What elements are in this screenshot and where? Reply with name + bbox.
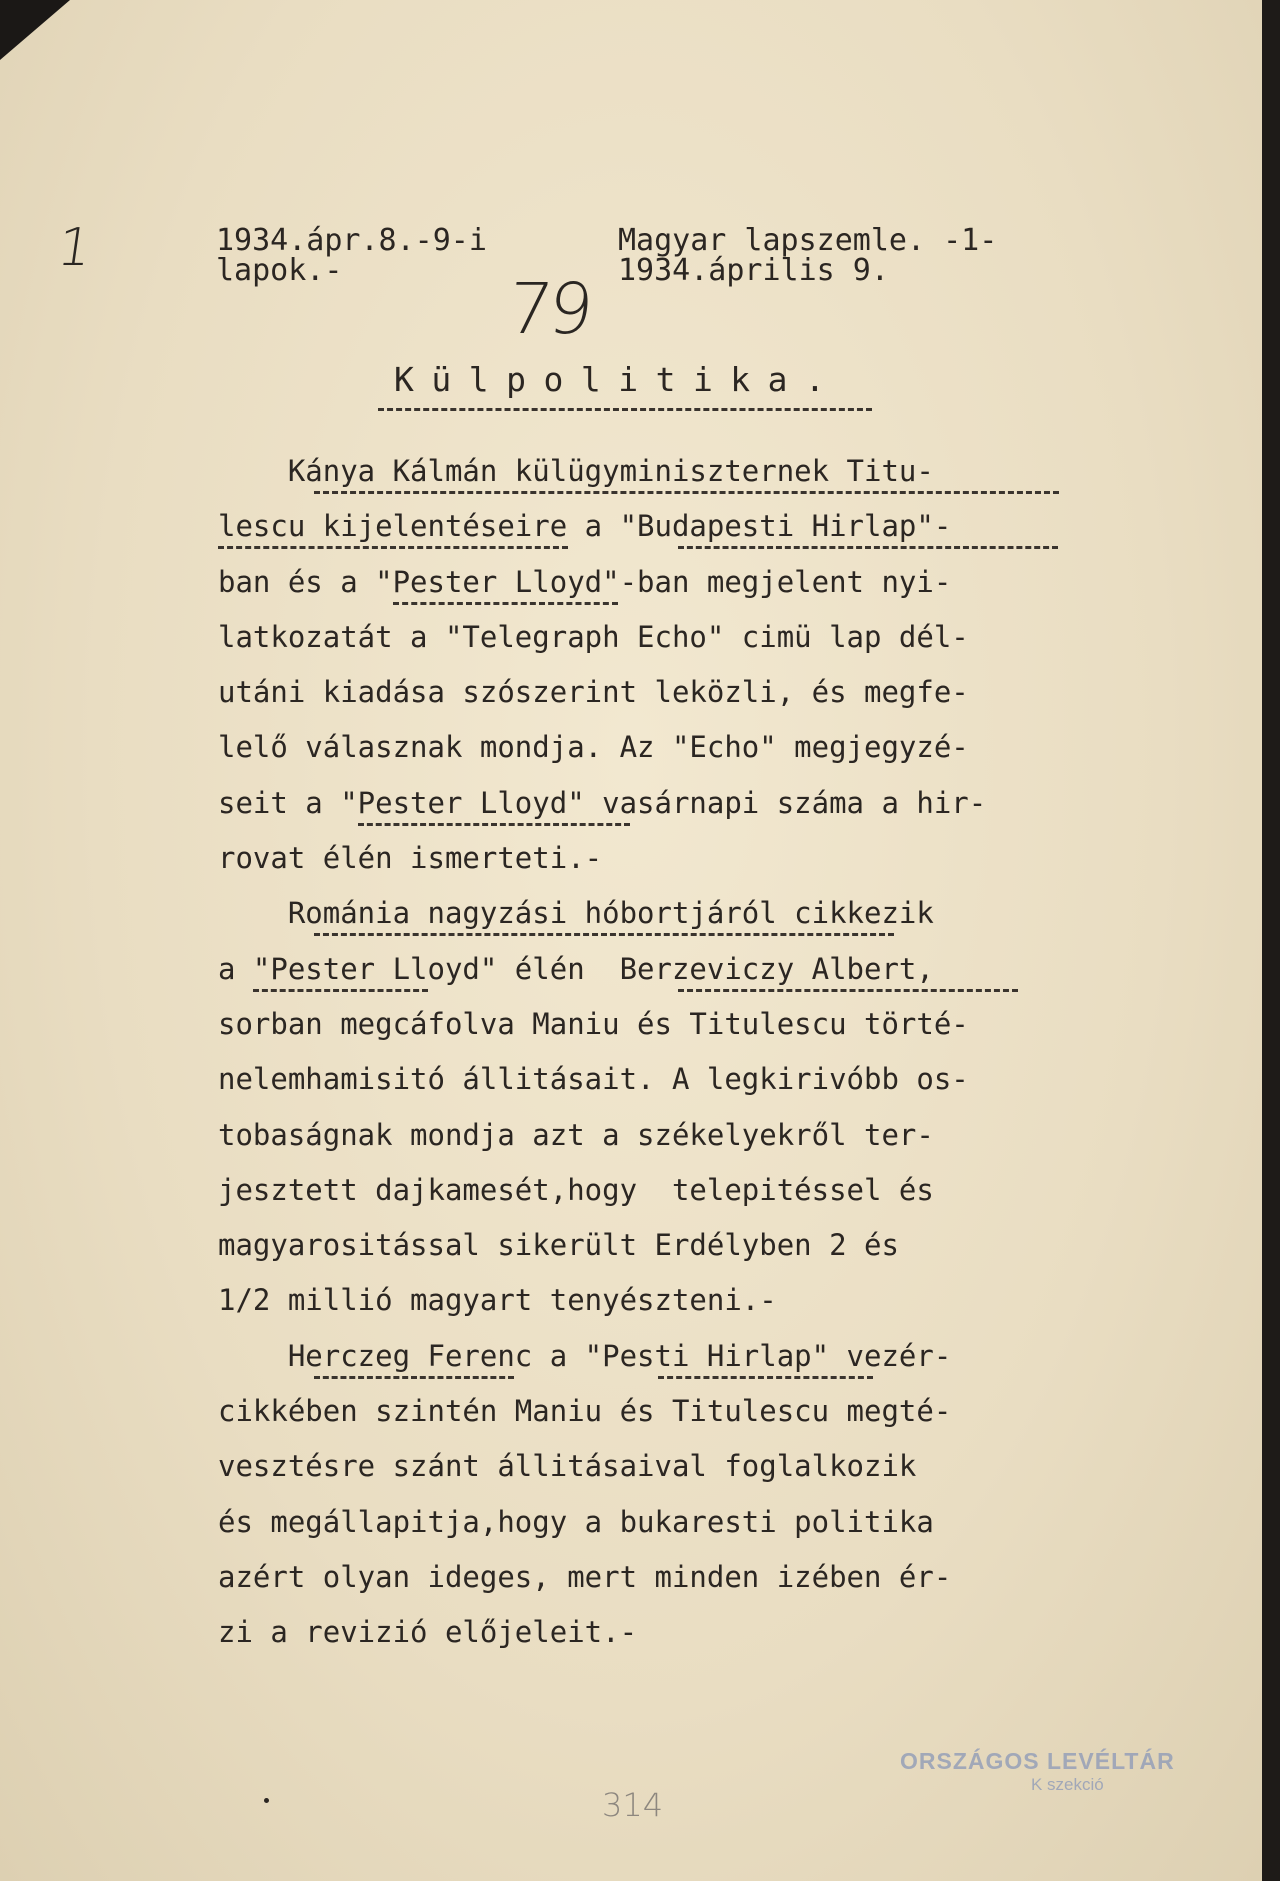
title-underline [378,408,872,411]
body-line: jesztett dajkamesét,hogy telepitéssel és [218,1172,934,1207]
body-text [218,444,1218,1661]
body-line: latkozatát a "Telegraph Echo" cimü lap dél- [218,619,969,654]
underline [218,546,568,549]
body-line: lescu kijelentéseire a "Budapesti Hirlap"- [218,499,1218,554]
stamp-section: K szekció [1030,1775,1104,1794]
header-right [618,223,998,288]
underline [314,1376,514,1379]
body-line: zi a revizió előjeleit.- [218,1615,638,1650]
header-source: lapok.- [216,253,343,288]
header-title: Magyar lapszemle. -1- [618,223,998,258]
body-line: magyarositással sikerült Erdélyben 2 és [218,1228,899,1263]
underline [393,602,618,605]
body-line: ban és a "Pester Lloyd"-ban megjelent nyi- [218,555,1218,610]
underline [253,989,428,992]
archive-stamp [900,1748,1175,1795]
header-left [216,223,487,288]
margin-number: 1 [53,218,96,278]
body-line: Herczeg Ferenc a "Pesti Hirlap" vezér- [218,1329,1218,1384]
body-line: sorban megcáfolva Maniu és Titulescu törté- [218,1006,969,1041]
body-line: vesztésre szánt állitásaival foglalkozik [218,1449,917,1484]
body-line: cikkében szintén Maniu és Titulescu megté- [218,1394,952,1429]
body-line: Románia nagyzási hóbortjáról cikkezik [218,886,1218,941]
underline [358,823,630,826]
underline [658,1376,873,1379]
underline [314,491,1059,494]
header-issue-date: 1934.április 9. [618,253,889,288]
body-line: tobaságnak mondja azt a székelyekről ter- [218,1117,934,1152]
body-line: utáni kiadása szószerint leközli, és megfe- [218,675,969,710]
stamp-organization: ORSZÁGOS LEVÉLTÁR [900,1748,1175,1774]
body-line: Kánya Kálmán külügyminiszternek Titu- [218,444,1218,499]
speck [264,1798,269,1803]
corner-mark [0,0,70,60]
body-line: 1/2 millió magyart tenyészteni.- [218,1283,777,1318]
body-line: rovat élén ismerteti.- [218,841,603,876]
pencil-page-number: 314 [602,1786,664,1824]
underline [678,546,1058,549]
header-date: 1934.ápr.8.-9-i [216,223,487,258]
section-title: Külpolitika. [394,360,843,399]
underline [678,989,1018,992]
body-line: azért olyan ideges, mert minden izében ér- [218,1559,952,1594]
body-line: nelemhamisitó állitásait. A legkirivóbb os- [218,1062,969,1097]
scan-edge [1262,0,1280,1881]
body-line: a "Pester Lloyd" élén Berzeviczy Albert, [218,942,1218,997]
handwritten-number: 79 [503,268,594,350]
underline [314,933,894,936]
body-line: és megállapitja,hogy a bukaresti politika [218,1504,934,1539]
body-line: seit a "Pester Lloyd" vasárnapi száma a hir- [218,776,1218,831]
body-line: lelő válasznak mondja. Az "Echo" megjegyzé- [218,730,969,765]
